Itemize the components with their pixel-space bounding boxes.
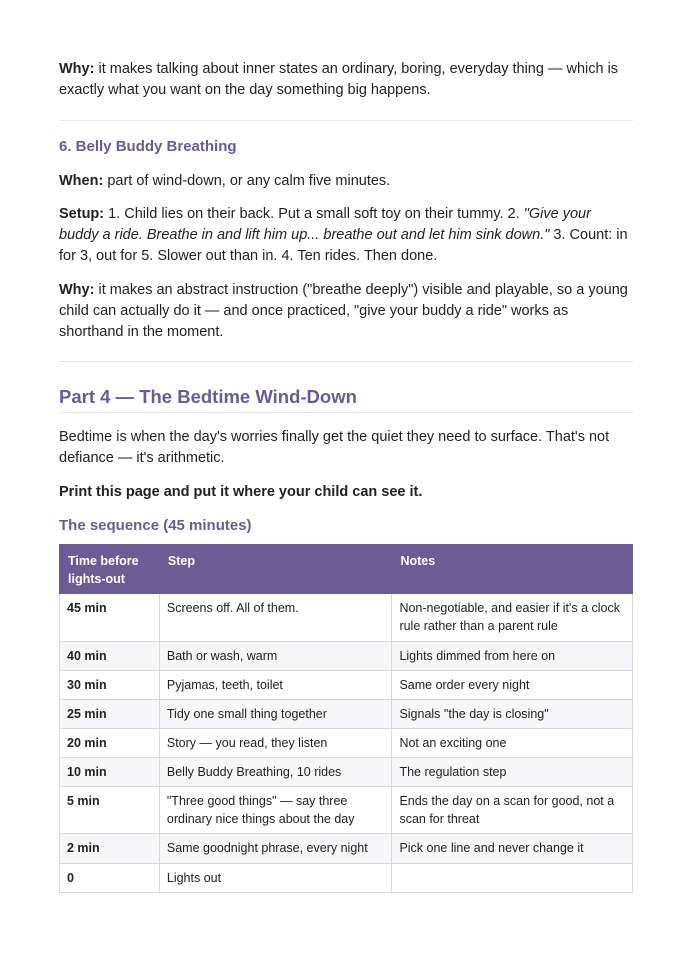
table-row xyxy=(60,787,633,834)
why-label: Why: xyxy=(59,61,95,77)
time-cell: 10 min xyxy=(60,758,160,787)
part-4-intro: Bedtime is when the day's worries finally get the quiet they need to surface. That's not defiance — it's arithmetic. xyxy=(59,429,610,466)
notes-cell xyxy=(392,864,633,893)
time-cell: 20 min xyxy=(60,729,160,758)
notes-cell: Pick one line and never change it xyxy=(392,834,633,864)
step-cell: "Three good things" — say three ordinary nice things about the day xyxy=(159,787,392,834)
table-row xyxy=(60,671,633,700)
time-cell: 30 min xyxy=(60,671,160,700)
time-cell: 45 min xyxy=(60,594,160,642)
when-label: When: xyxy=(59,173,104,189)
notes-cell: Signals "the day is closing" xyxy=(392,700,633,729)
part-4-heading: Part 4 — The Bedtime Wind-Down xyxy=(59,386,357,407)
setup-label: Setup: xyxy=(59,206,105,222)
step-cell: Story — you read, they listen xyxy=(159,729,392,758)
section-divider xyxy=(59,120,633,121)
notes-cell: Not an exciting one xyxy=(392,729,633,758)
setup-text-1: 1. Child lies on their back. Put a small soft toy on their tummy. 2. xyxy=(104,206,524,222)
heading-underline xyxy=(59,412,633,413)
when-text: part of wind-down, or any calm five minutes. xyxy=(103,173,391,189)
time-cell: 2 min xyxy=(60,834,160,864)
table-row xyxy=(60,758,633,787)
why-paragraph-top xyxy=(59,59,633,101)
time-cell: 5 min xyxy=(60,787,160,834)
section-6-heading: 6. Belly Buddy Breathing xyxy=(59,138,237,155)
step-cell: Belly Buddy Breathing, 10 rides xyxy=(159,758,392,787)
why-text: it makes an abstract instruction ("breathe deeply") visible and playable, so a young child can actually do it — and once practiced, "give your buddy a ride" works as shorthand in the moment. xyxy=(59,282,628,340)
time-cell: 0 xyxy=(60,864,160,893)
notes-cell: Non-negotiable, and easier if it's a clock rule rather than a parent rule xyxy=(392,594,633,642)
step-cell: Screens off. All of them. xyxy=(159,594,392,642)
why-label: Why: xyxy=(59,282,95,298)
table-header-row xyxy=(60,545,633,594)
section-divider xyxy=(59,361,633,362)
notes-cell: The regulation step xyxy=(392,758,633,787)
print-note: Print this page and put it where your child can see it. xyxy=(59,484,423,500)
why-paragraph-section-6 xyxy=(59,280,633,343)
notes-cell: Same order every night xyxy=(392,671,633,700)
notes-cell: Lights dimmed from here on xyxy=(392,642,633,671)
bedtime-sequence-table xyxy=(59,544,633,893)
time-cell: 25 min xyxy=(60,700,160,729)
setup-quote: "Give your buddy a ride. Breathe in and lift him up... breathe out and let him sink down." xyxy=(59,206,591,243)
column-header-step: Step xyxy=(159,545,392,594)
table-row xyxy=(60,834,633,864)
step-cell: Lights out xyxy=(159,864,392,893)
notes-cell: Ends the day on a scan for good, not a scan for threat xyxy=(392,787,633,834)
step-cell: Same goodnight phrase, every night xyxy=(159,834,392,864)
column-header-notes: Notes xyxy=(392,545,633,594)
time-cell: 40 min xyxy=(60,642,160,671)
step-cell: Pyjamas, teeth, toilet xyxy=(159,671,392,700)
column-header-time: Time before lights-out xyxy=(60,545,160,594)
step-cell: Tidy one small thing together xyxy=(159,700,392,729)
why-text: it makes talking about inner states an ordinary, boring, everyday thing — which is exactly what you want on the day something big happens. xyxy=(59,61,619,98)
when-paragraph xyxy=(59,171,633,192)
table-row xyxy=(60,594,633,642)
step-cell: Bath or wash, warm xyxy=(159,642,392,671)
table-row xyxy=(60,729,633,758)
table-row xyxy=(60,864,633,893)
table-row xyxy=(60,642,633,671)
sequence-heading: The sequence (45 minutes) xyxy=(59,517,252,534)
table-row xyxy=(60,700,633,729)
setup-paragraph xyxy=(59,204,633,267)
setup-text-2: 3. Count: in for 3, out for 5. Slower out than in. 4. Ten rides. Then done. xyxy=(59,227,628,264)
